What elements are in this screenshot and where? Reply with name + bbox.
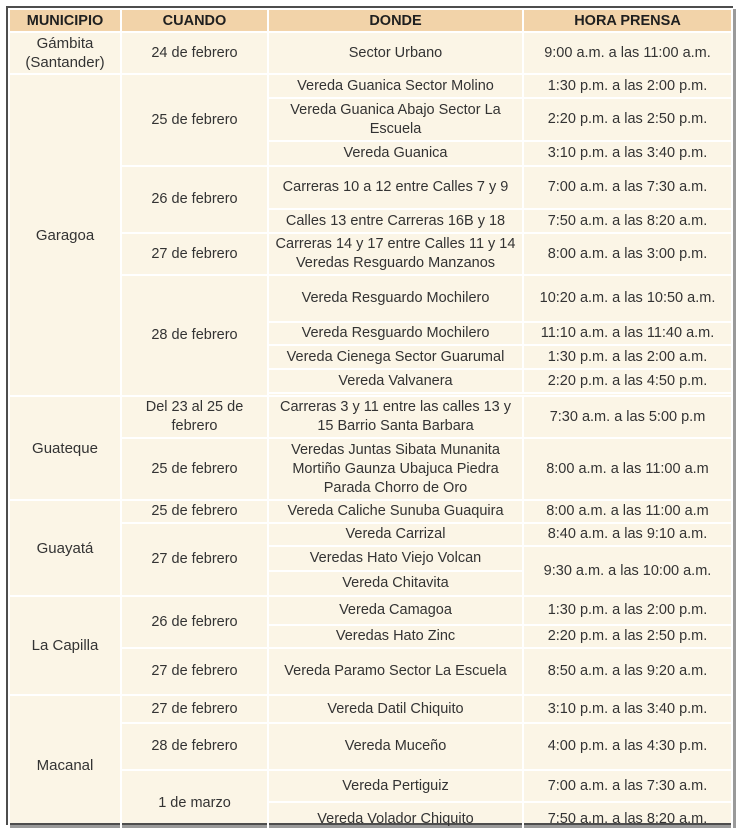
- cuando-cell: 25 de febrero: [121, 74, 268, 166]
- municipio-cell: Guayatá: [9, 500, 121, 596]
- donde-cell: Carreras 10 a 12 entre Calles 7 y 9: [268, 166, 523, 209]
- hora-cell: 3:10 p.m. a las 3:40 p.m.: [523, 695, 732, 723]
- donde-cell: Vereda Chitavita: [268, 571, 523, 596]
- donde-cell: Calles 13 entre Carreras 16B y 18: [268, 209, 523, 233]
- donde-cell: Sector Urbano: [268, 32, 523, 74]
- donde-cell: Vereda Guanica Sector Molino: [268, 74, 523, 98]
- donde-cell: Vereda Guanica: [268, 141, 523, 166]
- hora-cell: 11:10 a.m. a las 11:40 a.m.: [523, 322, 732, 345]
- hora-cell: 2:20 p.m. a las 2:50 p.m.: [523, 625, 732, 648]
- donde-cell: Carreras 3 y 11 entre las calles 13 y 15 Barrio Santa Barbara: [268, 396, 523, 438]
- hora-cell: 3:10 p.m. a las 3:40 p.m.: [523, 141, 732, 166]
- cuando-cell: 25 de febrero: [121, 500, 268, 523]
- municipio-cell: Gámbita (Santander): [9, 32, 121, 74]
- hora-cell: 1:30 p.m. a las 2:00 p.m.: [523, 74, 732, 98]
- hora-cell: 7:50 a.m. a las 8:20 a.m.: [523, 209, 732, 233]
- donde-cell: Vereda Guanica Abajo Sector La Escuela: [268, 98, 523, 141]
- donde-cell: Vereda Camagoa: [268, 596, 523, 625]
- hora-cell: 9:00 a.m. a las 11:00 a.m.: [523, 32, 732, 74]
- municipio-cell: La Capilla: [9, 596, 121, 695]
- hora-cell: 7:50 a.m. a las 8:20 a.m.: [523, 802, 732, 836]
- donde-cell: Vereda Resguardo Mochilero: [268, 322, 523, 345]
- hora-cell: 1:30 p.m. a las 2:00 p.m.: [523, 596, 732, 625]
- table-row: [9, 396, 732, 438]
- hora-cell: 2:20 p.m. a las 2:50 p.m.: [523, 98, 732, 141]
- donde-cell: Vereda Volador Chiquito: [268, 802, 523, 836]
- hora-cell: 8:40 a.m. a las 9:10 a.m.: [523, 523, 732, 546]
- hora-cell: 7:00 a.m. a las 7:30 a.m.: [523, 166, 732, 209]
- cuando-cell: 28 de febrero: [121, 723, 268, 770]
- header-donde: DONDE: [268, 9, 523, 32]
- schedule-frame: [6, 6, 733, 825]
- header-cuando: CUANDO: [121, 9, 268, 32]
- header-row: [9, 9, 732, 32]
- donde-cell: Vereda Carrizal: [268, 523, 523, 546]
- donde-cell: Vereda Resguardo Mochilero: [268, 275, 523, 322]
- cuando-cell: 1 de marzo: [121, 770, 268, 836]
- schedule-table: [8, 8, 733, 837]
- hora-cell: 4:00 p.m. a las 4:30 p.m.: [523, 723, 732, 770]
- header-municipio: MUNICIPIO: [9, 9, 121, 32]
- cuando-cell: 27 de febrero: [121, 233, 268, 275]
- hora-cell: 1:30 p.m. a las 2:00 a.m.: [523, 345, 732, 369]
- municipio-cell: Macanal: [9, 695, 121, 836]
- hora-cell: 8:00 a.m. a las 11:00 a.m: [523, 500, 732, 523]
- donde-cell: Veredas Hato Viejo Volcan: [268, 546, 523, 571]
- hora-cell: 9:30 a.m. a las 10:00 a.m.: [523, 546, 732, 596]
- hora-cell: 2:20 p.m. a las 4:50 p.m.: [523, 369, 732, 393]
- cuando-cell: 27 de febrero: [121, 648, 268, 695]
- cuando-cell: 26 de febrero: [121, 596, 268, 648]
- table-row: [9, 32, 732, 74]
- donde-cell: Veredas Juntas Sibata Munanita Mortiño Gaunza Ubajuca Piedra Parada Chorro de Oro: [268, 438, 523, 500]
- cuando-cell: 27 de febrero: [121, 523, 268, 596]
- municipio-cell: Guateque: [9, 396, 121, 500]
- header-hora: HORA PRENSA: [523, 9, 732, 32]
- donde-cell: Vereda Valvanera: [268, 369, 523, 393]
- cuando-cell: 24 de febrero: [121, 32, 268, 74]
- cuando-cell: Del 23 al 25 de febrero: [121, 396, 268, 438]
- donde-cell: Vereda Cienega Sector Guarumal: [268, 345, 523, 369]
- table-row: [9, 695, 732, 723]
- municipio-cell: Garagoa: [9, 74, 121, 396]
- donde-cell: Veredas Hato Zinc: [268, 625, 523, 648]
- table-row: [9, 500, 732, 523]
- hora-cell: 7:00 a.m. a las 7:30 a.m.: [523, 770, 732, 802]
- donde-cell: Carreras 14 y 17 entre Calles 11 y 14 Veredas Resguardo Manzanos: [268, 233, 523, 275]
- hora-cell: 8:50 a.m. a las 9:20 a.m.: [523, 648, 732, 695]
- donde-cell: Vereda Datil Chiquito: [268, 695, 523, 723]
- donde-cell: Vereda Pertiguiz: [268, 770, 523, 802]
- hora-cell: 8:00 a.m. a las 3:00 p.m.: [523, 233, 732, 275]
- table-row: [9, 74, 732, 98]
- cuando-cell: 27 de febrero: [121, 695, 268, 723]
- hora-cell: 8:00 a.m. a las 11:00 a.m: [523, 438, 732, 500]
- donde-cell: Vereda Caliche Sunuba Guaquira: [268, 500, 523, 523]
- cuando-cell: 25 de febrero: [121, 438, 268, 500]
- donde-cell: Vereda Paramo Sector La Escuela: [268, 648, 523, 695]
- hora-cell: 7:30 a.m. a las 5:00 p.m: [523, 396, 732, 438]
- donde-cell: Vereda Muceño: [268, 723, 523, 770]
- table-row: [9, 596, 732, 625]
- cuando-cell: 28 de febrero: [121, 275, 268, 396]
- hora-cell: 10:20 a.m. a las 10:50 a.m.: [523, 275, 732, 322]
- cuando-cell: 26 de febrero: [121, 166, 268, 233]
